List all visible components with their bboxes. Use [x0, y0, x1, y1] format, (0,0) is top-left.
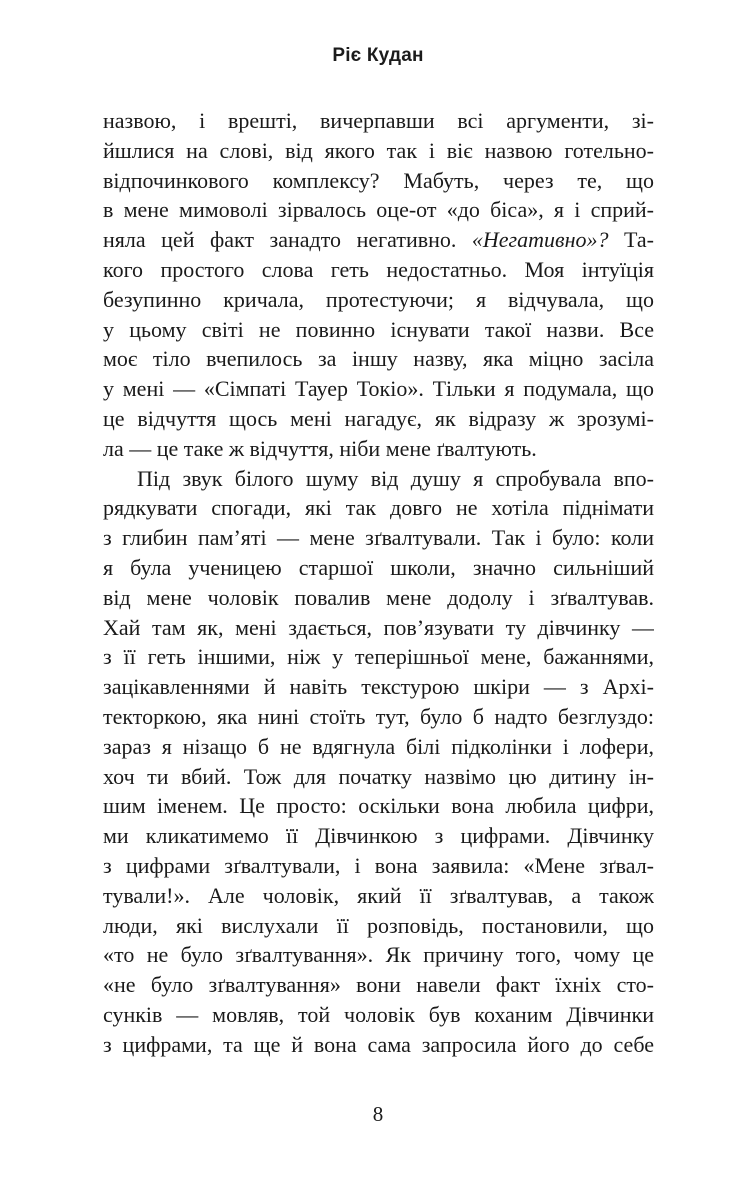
text-line	[103, 791, 654, 821]
text-segment: у мені — «Сімпаті Тауер Токіо». Тільки я подумала, що	[103, 376, 654, 402]
text-segment: з цифрами, та ще й вона сама запросила його до себе	[103, 1031, 654, 1057]
text-line-content	[103, 734, 654, 759]
text-segment: Та-	[608, 227, 654, 253]
text-line	[103, 315, 654, 345]
text-line	[103, 374, 654, 404]
text-line-content	[103, 287, 654, 312]
text-line	[103, 851, 654, 881]
text-line-content	[103, 197, 654, 222]
text-segment: рядкувати спогади, які так довго не хотіла піднімати	[103, 495, 654, 521]
text-segment: няла цей факт занадто негативно.	[103, 227, 472, 253]
text-line-content	[103, 168, 654, 193]
text-segment: я була ученицею старшої школи, значно сильніший	[103, 554, 654, 580]
text-segment: йшлися на слові, від якого так і віє назвою готельно-	[103, 137, 654, 163]
text-segment: з її геть іншими, ніж у теперішньої мене, бажаннями,	[103, 644, 654, 670]
text-segment: «то не було зґвалтування». Як причину того, чому це	[103, 942, 654, 968]
text-line	[103, 285, 654, 315]
text-line-content	[103, 913, 654, 938]
text-line	[103, 225, 654, 255]
text-line-content	[103, 227, 654, 252]
body-text	[103, 106, 654, 1060]
text-line	[103, 1000, 654, 1030]
text-segment: з глибин пам’яті — мене зґвалтували. Так і було: коли	[103, 525, 654, 551]
text-line-content	[103, 346, 654, 371]
text-line	[103, 344, 654, 374]
text-line	[103, 583, 654, 613]
text-segment: це відчуття щось мені нагадує, як відразу ж зрозумі-	[103, 405, 654, 431]
text-line	[103, 553, 654, 583]
page-number	[0, 1102, 756, 1127]
text-line	[103, 821, 654, 851]
text-line	[103, 642, 654, 672]
text-segment: люди, які вислухали її розповідь, постановили, що	[103, 912, 654, 938]
text-segment: зараз я нізащо б не вдягнула білі підколінки і лофери,	[103, 733, 654, 759]
text-line-content	[103, 644, 654, 669]
text-line-content	[103, 317, 654, 342]
text-segment: ла — це таке ж відчуття, ніби мене ґвалтують.	[103, 435, 537, 461]
text-line	[103, 911, 654, 941]
text-line	[103, 702, 654, 732]
running-header	[0, 45, 756, 67]
text-line	[103, 493, 654, 523]
text-segment: хоч ти вбий. Тож для початку назвімо цю дитину ін-	[103, 763, 654, 789]
text-segment: тували!». Але чоловік, який її зґвалтував, а також	[103, 882, 654, 908]
text-segment: з цифрами зґвалтували, і вона заявила: «Мене зґвал-	[103, 852, 654, 878]
text-segment: кого простого слова геть недостатньо. Моя інтуїція	[103, 256, 654, 282]
text-line	[103, 195, 654, 225]
text-line-content	[103, 585, 654, 610]
text-segment: в мене мимоволі зірвалось оце-от «до біса», я і сприй-	[103, 197, 654, 223]
text-line-content	[103, 764, 654, 789]
text-line-content	[103, 436, 537, 461]
text-line	[103, 613, 654, 643]
text-line	[103, 672, 654, 702]
text-line-content	[103, 883, 654, 908]
text-line	[103, 523, 654, 553]
text-segment: «не було зґвалтування» вони навели факт їхніх сто-	[103, 972, 654, 998]
author-name: Ріє Кудан	[332, 45, 424, 66]
text-segment: ми кликатимемо її Дівчинкою з цифрами. Дівчинку	[103, 823, 654, 849]
text-line-content	[103, 525, 654, 550]
text-segment: відпочинкового комплексу? Мабуть, через те, що	[103, 167, 654, 193]
text-segment: Хай там як, мені здається, пов’язувати ту дівчинку —	[103, 614, 654, 640]
text-line-content	[103, 704, 654, 729]
text-line	[103, 136, 654, 166]
text-segment: у цьому світі не повинно існувати такої назви. Все	[103, 316, 654, 342]
text-segment: текторкою, яка нині стоїть тут, було б надто безглуздо:	[103, 703, 654, 729]
text-segment: шим іменем. Це просто: оскільки вона любила цифри,	[103, 793, 654, 819]
text-segment: сунків — мовляв, той чоловік був коханим Дівчинки	[103, 1001, 654, 1027]
text-line	[103, 762, 654, 792]
text-line-content	[103, 495, 654, 520]
text-line-content	[103, 1032, 654, 1057]
text-line	[103, 881, 654, 911]
text-line	[103, 404, 654, 434]
text-line-content	[103, 942, 654, 967]
text-segment: Під звук білого шуму від душу я спробувала впо-	[137, 465, 654, 491]
text-line	[103, 255, 654, 285]
text-segment: назвою, і врешті, вичерпавши всі аргументи, зі-	[103, 108, 654, 133]
text-segment: від мене чоловік повалив мене додолу і зґвалтував.	[103, 584, 654, 610]
text-line-content	[103, 793, 654, 818]
text-line	[103, 940, 654, 970]
text-line	[103, 464, 654, 494]
text-line-content	[103, 1002, 654, 1027]
text-line-content	[103, 138, 654, 163]
text-line-content	[103, 406, 654, 431]
text-line	[103, 1030, 654, 1060]
text-line	[103, 166, 654, 196]
text-line-content	[103, 972, 654, 997]
text-line-content	[103, 257, 654, 282]
text-line-content	[103, 823, 654, 848]
text-line-content	[137, 466, 654, 491]
text-line-content	[103, 555, 654, 580]
text-line-content	[103, 376, 654, 401]
text-line-content	[103, 853, 654, 878]
text-line	[103, 970, 654, 1000]
text-line-content	[103, 108, 654, 133]
text-segment: моє тіло вчепилось за іншу назву, яка міцно засіла	[103, 346, 654, 372]
text-line-content	[103, 615, 654, 640]
text-segment: зацікавленнями й навіть текстурою шкіри — з Архі-	[103, 674, 654, 700]
text-line	[103, 434, 654, 464]
text-line-content	[103, 674, 654, 699]
italic-text: «Негативно»?	[471, 227, 609, 253]
page-number-value: 8	[372, 1102, 384, 1126]
text-segment: безупинно кричала, протестуючи; я відчувала, що	[103, 286, 654, 312]
text-line	[103, 732, 654, 762]
text-line	[103, 106, 654, 136]
